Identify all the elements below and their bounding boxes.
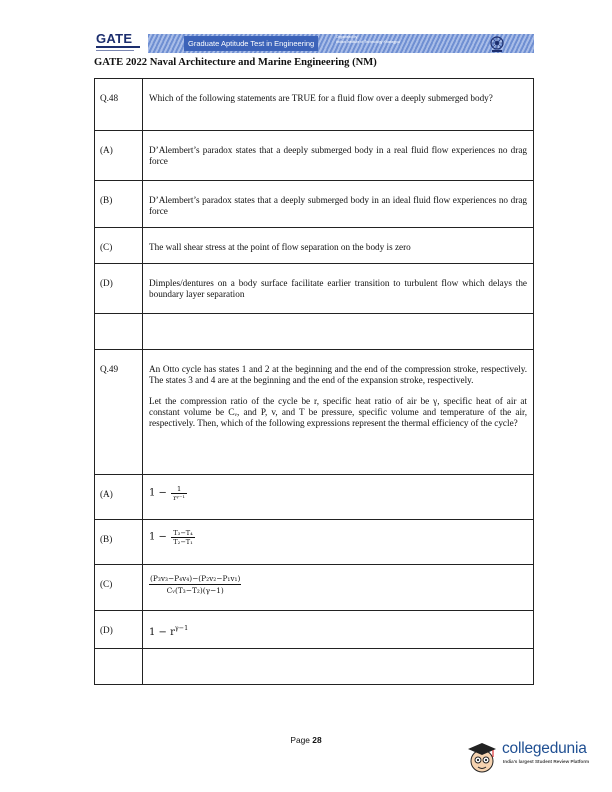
option-formula: $1 - r^{\gamma-1}$ — [143, 611, 534, 649]
brand-tagline: India's largest Student Review Platform — [503, 759, 590, 764]
document-title: GATE 2022 Naval Architecture and Marine Engineering (NM) — [94, 57, 377, 68]
option-label: (A) — [95, 475, 143, 520]
option-row — [95, 611, 534, 649]
option-row — [95, 475, 534, 520]
banner-organizer: Organised by Indian Institute of Technology Kharagpur — [336, 35, 401, 44]
blank-row — [95, 314, 534, 350]
question-table — [94, 78, 534, 685]
institute-emblem-icon — [488, 35, 506, 53]
option-row — [95, 131, 534, 181]
question-text: Which of the following statements are TRUE for a fluid flow over a deeply submerged body? — [143, 79, 534, 131]
question-row — [95, 350, 534, 475]
option-row — [95, 181, 534, 228]
option-formula: $\frac{\text{(P₃v₃−P₄v₄)−(P₂v₂−P₁v₁)}}{\text{Cᵥ(T₃−T₂)(γ−1)}}$ — [143, 565, 534, 611]
collegedunia-brand — [462, 738, 612, 778]
header-banner — [148, 34, 534, 53]
option-row — [95, 520, 534, 565]
gate-logo — [94, 30, 146, 56]
question-number: Q.48 — [95, 79, 143, 131]
option-label: (B) — [95, 181, 143, 228]
question-paragraph: An Otto cycle has states 1 and 2 at the beginning and the end of the compression stroke, respectively. The states 3 and 4 are at the beginning and the end of the expansion stroke, respectively. — [149, 364, 527, 386]
brand-name: collegedunia — [502, 740, 587, 757]
option-label: (A) — [95, 131, 143, 181]
option-text: D’Alembert’s paradox states that a deeply submerged body in a real fluid flow experiences no drag force — [143, 131, 534, 181]
blank-row — [95, 649, 534, 685]
question-row — [95, 79, 534, 131]
page-number: Page 28 — [290, 735, 322, 745]
option-row — [95, 565, 534, 611]
option-row — [95, 264, 534, 314]
question-text — [143, 350, 534, 475]
option-label: (B) — [95, 520, 143, 565]
graduate-mascot-icon — [464, 740, 500, 776]
banner-title: Graduate Aptitude Test in Engineering — [184, 36, 318, 51]
question-number: Q.49 — [95, 350, 143, 475]
option-label: (C) — [95, 565, 143, 611]
option-row — [95, 228, 534, 264]
option-label: (D) — [95, 611, 143, 649]
option-text: Dimples/dentures on a body surface facilitate earlier transition to turbulent flow which delays the boundary layer separation — [143, 264, 534, 314]
option-label: (D) — [95, 264, 143, 314]
option-text: The wall shear stress at the point of flow separation on the body is zero — [143, 228, 534, 264]
option-formula: 1 − $\frac{1}{\text{rᵞ⁻¹}}$ — [143, 475, 534, 520]
question-paragraph: Let the compression ratio of the cycle be r, specific heat ratio of air be γ, specific heat of air at constant volume be Cᵥ, and P, v, and T be pressure, specific volume and temperature of the air, respectively. Then, which of the following expressions represent the thermal efficiency of the cycle? — [149, 395, 527, 429]
gate-logo-text: GATE — [96, 31, 133, 46]
option-label: (C) — [95, 228, 143, 264]
option-text: D’Alembert’s paradox states that a deeply submerged body in an ideal fluid flow experiences no drag force — [143, 181, 534, 228]
option-formula: 1 − $\frac{\text{T₃−T₄}}{\text{T₂−T₁}}$ — [143, 520, 534, 565]
